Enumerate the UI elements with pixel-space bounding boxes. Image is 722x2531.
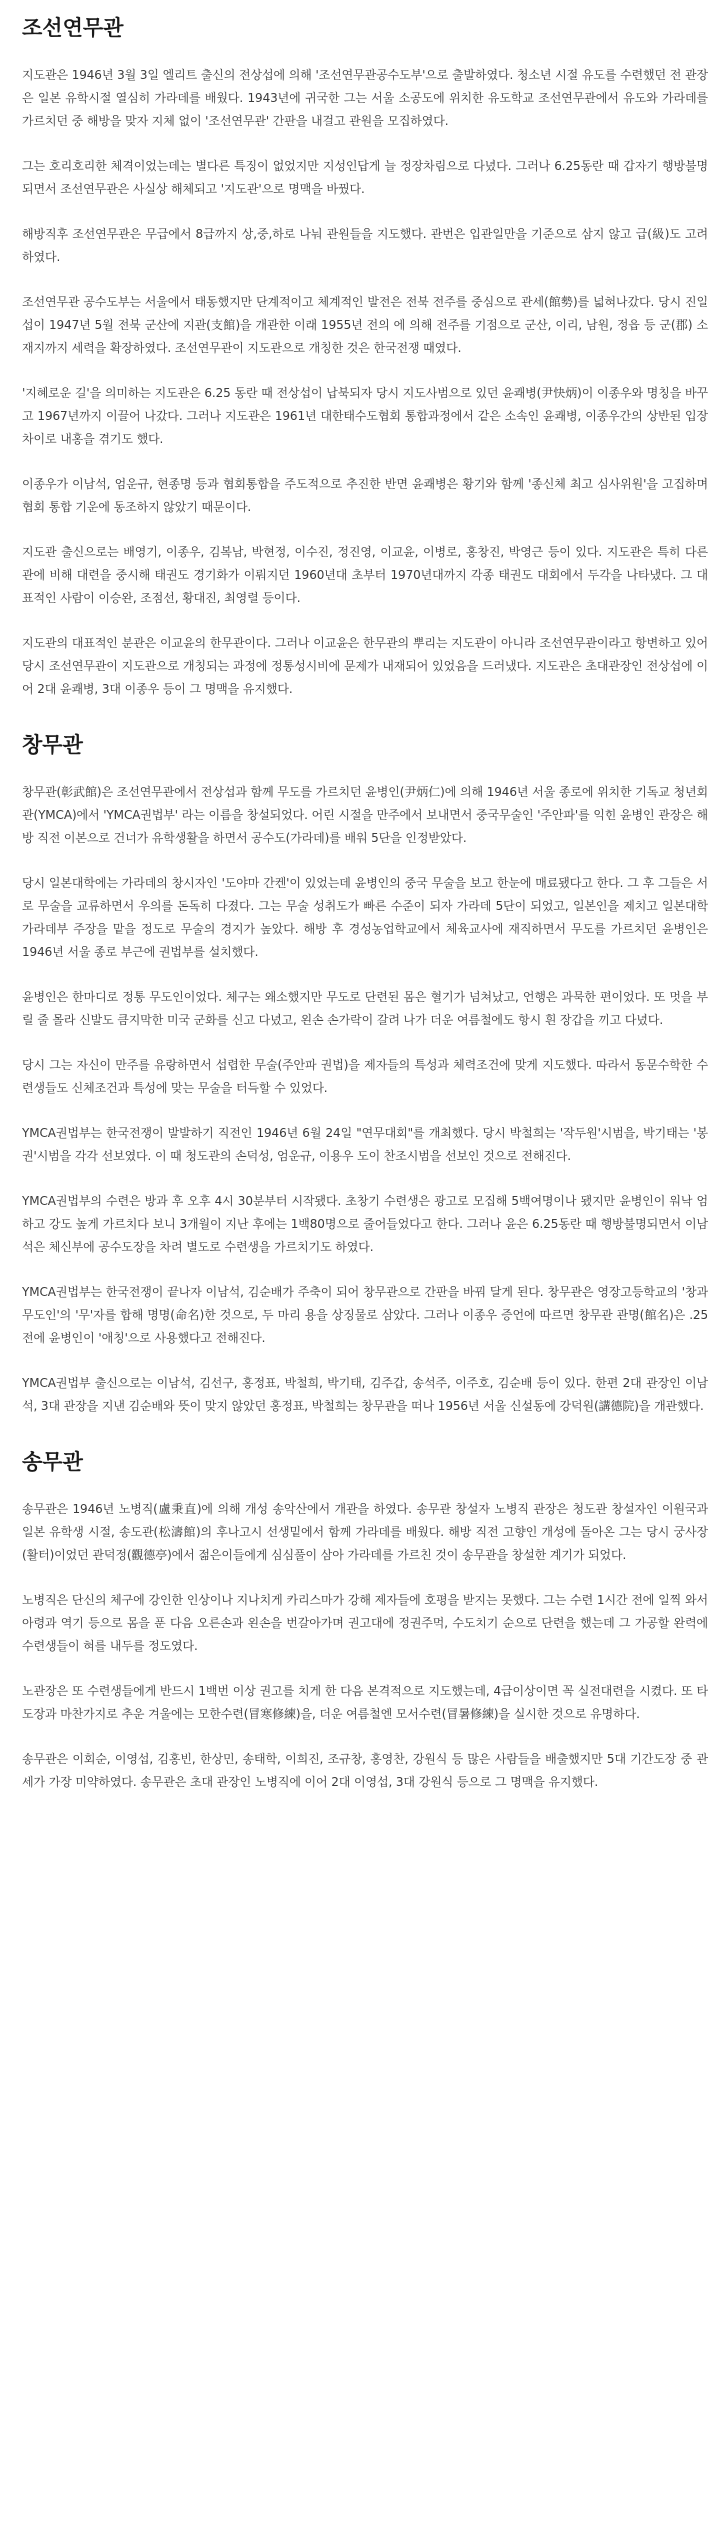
- paragraph: 창무관(彰武館)은 조선연무관에서 전상섭과 함께 무도를 가르치던 윤병인(尹炳仁)에 의해 1946년 서울 종로에 위치한 기독교 청년회관(YMCA)에서 'YMCA권법부' 라는 이름을 창설되었다. 어린 시절을 만주에서 보내면서 중국무술인 '주안파'를 익힌 윤병인 관장은 해방 직전 이본으로 건너가 유학생활을 하면서 공수도(가라데)를 배워 5단을 인정받았다.: [22, 785, 708, 845]
- paragraph: 윤병인은 한마디로 정통 무도인이었다. 체구는 왜소했지만 무도로 단련된 몸은 혈기가 넘쳐났고, 언행은 과묵한 편이었다. 또 멋을 부릴 줄 몰라 신발도 큼지막한 미국 군화를 신고 다녔고, 왼손 손가락이 갈려 나가 더운 여름철에도 항시 흰 장갑을 끼고 다녔다.: [22, 990, 708, 1027]
- section-title-changmugwan: 창무관: [22, 732, 83, 757]
- section-title-songmugwan: 송무관: [22, 1449, 83, 1474]
- paragraph: YMCA권법부는 한국전쟁이 끝나자 이남석, 김순배가 주축이 되어 창무관으로 간판을 바꿔 달게 된다. 창무관은 영장고등학교의 '창과 무도인'의 '무'자를 합해 명명(命名)한 것으로, 두 마리 용을 상징물로 삼았다. 그러나 이종우 증언에 따르면 창무관 관명(館名)은 .25전에 윤병인이 '애칭'으로 사용했다고 전해진다.: [22, 1285, 708, 1345]
- paragraph: 이종우가 이남석, 엄운규, 현종명 등과 협회통합을 주도적으로 추진한 반면 윤쾌병은 황기와 함께 '종신체 최고 심사위원'을 고집하며 협회 통합 기운에 동조하지 않았기 때문이다.: [22, 477, 708, 514]
- paragraph: YMCA권법부 출신으로는 이남석, 김선구, 홍정표, 박철희, 박기태, 김주갑, 송석주, 이주호, 김순배 등이 있다. 한편 2대 관장인 이남석, 3대 관장을 지낸 김순배와 뜻이 맞지 않았던 홍정표, 박철희는 창무관을 떠나 1956년 서울 신설동에 강덕원(講德院)을 개관했다.: [22, 1376, 708, 1413]
- paragraph: 지도관 출신으로는 배영기, 이종우, 김복남, 박현정, 이수진, 정진영, 이교윤, 이병로, 홍창진, 박영근 등이 있다. 지도관은 특히 다른 관에 비해 대련을 중시해 태권도 경기화가 이뤄지던 1960년대 초부터 1970년대까지 각종 태권도 대회에서 두각을 나타냈다. 그 대표적인 사람이 이승완, 조점선, 황대진, 최영렬 등이다.: [22, 545, 708, 605]
- paragraph: 당시 일본대학에는 가라데의 창시자인 '도야마 간켄'이 있었는데 윤병인의 중국 무술을 보고 한눈에 매료됐다고 한다. 그 후 그들은 서로 무술을 교류하면서 우의를 돈독히 다졌다. 그는 무술 성취도가 빠른 수준이 되자 가라데 5단이 되었고, 일본인을 제치고 일본대학 가라데부 주장을 맡을 정도로 무술의 경지가 높았다. 해방 후 경성농업학교에서 체육교사에 재직하면서 무도를 가르치던 윤병인은 1946년 서울 종로 부근에 권법부를 설치했다.: [22, 876, 708, 959]
- paragraph: 송무관은 1946년 노병직(盧秉直)에 의해 개성 송악산에서 개관을 하였다. 송무관 창설자 노병직 관장은 청도관 창설자인 이원국과 일본 유학생 시절, 송도관(松濤館)의 후나고시 선생밑에서 함께 가라데를 배웠다. 해방 직전 고향인 개성에 돌아온 그는 당시 궁사장(활터)이었던 관덕정(觀德亭)에서 젊은이들에게 심심풀이 삼아 가라데를 가르친 것이 송무관을 창설한 계기가 되었다.: [22, 1502, 708, 1562]
- paragraph: 지도관은 1946년 3월 3일 엘리트 출신의 전상섭에 의해 '조선연무관공수도부'으로 출발하였다. 청소년 시절 유도를 수련했던 전 관장은 일본 유학시절 열심히 가라데를 배웠다. 1943년에 귀국한 그는 서울 소공도에 위치한 유도학교 조선연무관에서 유도와 가라데를 가르치던 중 해방을 맞자 지체 없이 '조선연무관' 간판을 내걸고 관원을 모집하였다.: [22, 68, 708, 128]
- paragraph: 해방직후 조선연무관은 무급에서 8급까지 상,중,하로 나눠 관원들을 지도했다. 관번은 입관일만을 기준으로 삼지 않고 급(級)도 고려하였다.: [22, 227, 708, 264]
- paragraph: '지혜로운 길'을 의미하는 지도관은 6.25 동란 때 전상섭이 납북되자 당시 지도사범으로 있던 윤쾌병(尹快炳)이 이종우와 명칭을 바꾸고 1967년까지 이끌어 나갔다. 그러나 지도관은 1961년 대한태수도협회 통합과정에서 같은 소속인 윤쾌병, 이종우간의 상반된 입장차이로 내홍을 겪기도 했다.: [22, 386, 708, 446]
- paragraph: YMCA권법부의 수련은 방과 후 오후 4시 30분부터 시작됐다. 초창기 수련생은 광고로 모집해 5백여명이나 됐지만 윤병인이 워낙 엄하고 강도 높게 가르치다 보니 3개월이 지난 후에는 1백80명으로 줄어들었다고 한다. 그러나 윤은 6.25동란 때 행방불명되면서 이남석은 체신부에 공수도장을 차려 별도로 수련생을 가르치기도 하였다.: [22, 1194, 708, 1254]
- paragraph: 그는 호리호리한 체격이었는데는 별다른 특징이 없었지만 지성인답게 늘 정장차림으로 다녔다. 그러나 6.25동란 때 갑자기 행방불명 되면서 조선연무관은 사실상 해체되고 '지도관'으로 명맥을 바꿨다.: [22, 159, 708, 196]
- paragraph: 지도관의 대표적인 분관은 이교윤의 한무관이다. 그러나 이교윤은 한무관의 뿌리는 지도관이 아니라 조선연무관이라고 항변하고 있어 당시 조선연무관이 지도관으로 개칭되는 과정에 정통성시비에 문제가 내재되어 있었음을 드러냈다. 지도관은 초대관장인 전상섭에 이어 2대 윤쾌병, 3대 이종우 등이 그 명맥을 유지했다.: [22, 636, 708, 696]
- paragraph: 조선연무관 공수도부는 서울에서 태동했지만 단계적이고 체계적인 발전은 전북 전주를 중심으로 관세(館勢)를 넓혀나갔다. 당시 진일섭이 1947년 5월 전북 군산에 지관(支館)을 개관한 이래 1955년 전의 에 의해 전주를 기점으로 군산, 이리, 남원, 정읍 등 군(郡) 소재지까지 세력을 확장하였다. 조선연무관이 지도관으로 개칭한 것은 한국전쟁 때였다.: [22, 295, 708, 355]
- paragraph: YMCA권법부는 한국전쟁이 발발하기 직전인 1946년 6월 24일 "연무대회"를 개최했다. 당시 박철희는 '작두원'시범을, 박기태는 '봉권'시범을 각각 선보였다. 이 때 청도관의 손덕성, 엄운규, 이용우 도이 찬조시범을 선보인 것으로 전해진다.: [22, 1126, 708, 1163]
- paragraph: 노병직은 단신의 체구에 강인한 인상이나 지나치게 카리스마가 강해 제자들에 호평을 받지는 못했다. 그는 수련 1시간 전에 일찍 와서 아령과 역기 등으로 몸을 푼 다음 오른손과 왼손을 번갈아가며 권고대에 정권주먹, 수도치기 순으로 단련을 했는데 그 가공할 완력에 수련생들이 혀를 내두를 정도였다.: [22, 1593, 708, 1653]
- paragraph: 송무관은 이회순, 이영섭, 김홍빈, 한상민, 송태학, 이희진, 조규창, 홍영찬, 강원식 등 많은 사람들을 배출했지만 5대 기간도장 중 관세가 가장 미약하였다. 송무관은 초대 관장인 노병직에 이어 2대 이영섭, 3대 강원식 등으로 그 명맥을 유지했다.: [22, 1752, 708, 1789]
- paragraph: 당시 그는 자신이 만주를 유랑하면서 섭렵한 무술(주안파 권법)을 제자들의 특성과 체력조건에 맞게 지도했다. 따라서 동문수학한 수련생들도 신체조건과 특성에 맞는 무술을 터득할 수 있었다.: [22, 1058, 708, 1095]
- section-title-joseon-yeonmugwan: 조선연무관: [22, 15, 124, 40]
- paragraph: 노관장은 또 수련생들에게 반드시 1백번 이상 권고를 치게 한 다음 본격적으로 지도했는데, 4급이상이면 꼭 실전대련을 시켰다. 또 타 도장과 마찬가지로 추운 겨울에는 모한수련(冒寒修練)을, 더운 여름철엔 모서수련(冒暑修練)을 실시한 것으로 유명하다.: [22, 1684, 708, 1721]
